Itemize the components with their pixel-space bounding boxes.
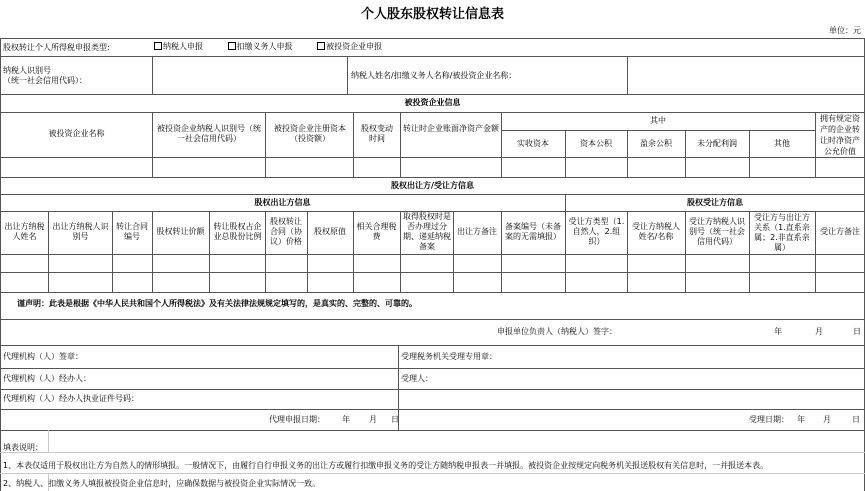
- col-contract-no: 转让合同编号: [116, 222, 148, 241]
- checkbox-icon[interactable]: [228, 42, 236, 50]
- notes-title: 填表说明：: [3, 443, 43, 452]
- col-net-assets: 转让时企业账面净资产金额: [403, 124, 499, 133]
- agent-cert-label: 代理机构（人）经办人执业证件号码：: [3, 394, 139, 403]
- agent-date-day: 日: [391, 415, 399, 424]
- agent-seal-label: 代理机构（人）签章：: [3, 352, 83, 361]
- option-taxpayer[interactable]: 纳税人申报: [154, 42, 203, 51]
- col-seller-taxid: 出让方纳税人识别号: [52, 222, 109, 241]
- col-share-ratio: 转让股权占企业总股份比例: [213, 222, 262, 241]
- tax-office-date-year: 年: [797, 415, 805, 424]
- agent-date-month: 月: [369, 415, 377, 424]
- signature-label: 申报单位负责人（纳税人）签字：: [497, 327, 617, 336]
- col-fair-value: 拥有规定资产的企业转让时净资产公允价值: [820, 114, 860, 156]
- group-header-of-which: 其中: [650, 116, 666, 125]
- tax-office-date-label: 受理日期：: [749, 415, 789, 424]
- col-transfer-amount: 股权转让价额: [156, 227, 205, 236]
- col-buyer-relation: 受让方与出让方关系（1.直系亲属；2.非直系亲属）: [754, 213, 810, 252]
- col-seller-name: 出让方纳税人姓名: [4, 222, 45, 241]
- signature-year: 年: [774, 327, 782, 336]
- tax-office-date-day: 日: [852, 415, 860, 424]
- col-registered-capital: 被投资企业注册资本（投资额）: [274, 124, 346, 143]
- tax-office-date-month: 月: [823, 415, 831, 424]
- col-undistributed-profit: 未分配利润: [697, 139, 737, 148]
- seller-title: 股权出让方信息: [254, 198, 311, 207]
- signature-day: 日: [853, 327, 861, 336]
- taxpayer-name-field[interactable]: [628, 57, 863, 93]
- col-company-taxid: 被投资企业纳税人识别号（统一社会信用代码）: [157, 124, 261, 143]
- agent-date-year: 年: [342, 415, 350, 424]
- declaration-type-options: [154, 42, 382, 52]
- col-contract-price: 股权转让合同（协议）价格: [270, 217, 302, 246]
- declaration-type-label: 股权转让个人所得税申报类型:: [3, 43, 110, 52]
- col-surplus-reserve: 盈余公积: [640, 139, 672, 148]
- taxpayer-id-field[interactable]: [153, 57, 346, 93]
- signature-month: 月: [815, 327, 823, 336]
- taxpayer-name-label: 纳税人姓名/扣缴义务人名称/被投资企业名称：: [351, 71, 517, 80]
- declaration-statement: 谨声明：此表是根据《中华人民共和国个人所得税法》及有关法律法规规定填写的，是真实的、完整的、可靠的。: [17, 299, 417, 308]
- col-seller-remark: 出让方备注: [457, 227, 497, 236]
- buyer-title: 股权受让方信息: [687, 198, 743, 207]
- col-deferral-filing: 取得股权时是否办理过分期、递延纳税备案: [403, 212, 451, 251]
- col-reasonable-fees: 相关合理税费: [356, 222, 397, 241]
- taxpayer-id-label: 纳税人识别号 （统一社会信用代码）：: [3, 66, 87, 85]
- invested-company-title: 被投资企业信息: [404, 98, 461, 107]
- col-buyer-name: 受让方纳税人姓名/名称: [632, 222, 680, 241]
- col-buyer-type: 受让方类型（1.自然人，2.组织）: [568, 217, 625, 246]
- tax-office-receiver-label: 受理人：: [401, 374, 433, 383]
- note-item-2: 2、纳税人、扣缴义务人填报被投资企业信息时，应确保数据与被投资企业实际情况一致。: [3, 479, 321, 488]
- checkbox-icon[interactable]: [154, 42, 162, 50]
- option-invested-company[interactable]: 被投资企业申报: [317, 42, 382, 51]
- col-change-time: 股权变动时间: [361, 124, 393, 143]
- transfer-section-title: 股权出让方/受让方信息: [391, 181, 474, 190]
- col-company-name: 被投资企业名称: [48, 129, 105, 138]
- col-filing-number: 备案编号（未备案的无需填报）: [505, 222, 561, 241]
- col-original-value: 股权原值: [314, 227, 346, 236]
- unit-label: 单位：元: [829, 26, 861, 35]
- agent-date-label: 代理申报日期：: [269, 415, 325, 424]
- note-item-1: 1、本表仅适用于股权出让方为自然人的情形填报。一般情况下，由履行自行申报义务的出让方或履行扣缴申报义务的受让方随纳税申报表一并填报。被投资企业按规定向税务机关报送股权有关信息时，一并报送本表。: [3, 461, 769, 470]
- col-capital-reserve: 资本公积: [580, 139, 612, 148]
- page-title: 个人股东股权转让信息表: [360, 7, 504, 22]
- checkbox-icon[interactable]: [317, 42, 325, 50]
- col-paid-in-capital: 实收资本: [517, 139, 549, 148]
- option-withholding-agent[interactable]: 扣缴义务人申报: [228, 42, 293, 51]
- tax-office-seal-label: 受理税务机关受理专用章：: [401, 352, 497, 361]
- col-other: 其他: [774, 139, 790, 148]
- col-buyer-taxid: 受让方纳税人识别号（统一社会信用代码）: [689, 217, 745, 246]
- col-buyer-remark: 受让方备注: [820, 227, 860, 236]
- agent-handler-label: 代理机构（人）经办人：: [3, 374, 91, 383]
